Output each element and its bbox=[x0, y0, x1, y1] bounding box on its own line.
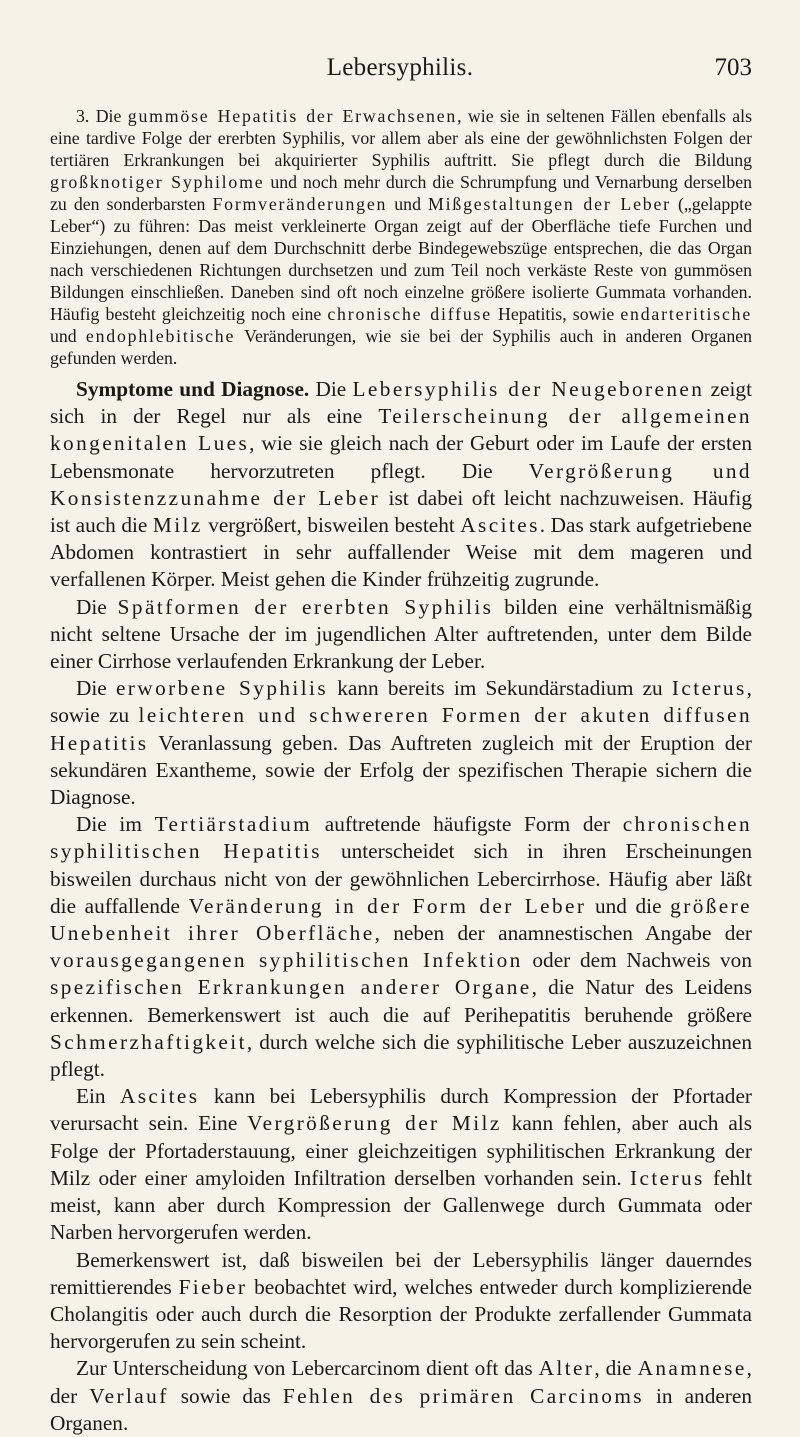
section-heading: Symptome und Diagnose. bbox=[76, 377, 310, 401]
paragraph-differential-diagnosis: Zur Unterscheidung von Lebercarcinom dient oft das Alter, die Anamnese, der Verlauf sowie das Fehlen des primären Carcinoms in anderen Organen. bbox=[50, 1356, 752, 1435]
paragraph-acquired-syphilis: Die erworbene Syphilis kann bereits im Sekundärstadium zu Icterus, sowie zu leichteren und schwereren Formen der akuten diffusen Hepatitis Veranlassung geben. Das Auftreten zugleich mit der Eruption der sekundären Exantheme, sowie der Erfolg der spezifischen Therapie sichern die Diagnose. bbox=[50, 676, 753, 810]
paragraph-tertiary-stage: Die im Tertiärstadium auftretende häufigste Form der chronischen syphilitischen Hepatitis unterscheidet sich in ihren Erscheinungen bisweilen durchaus nicht von der gewöhnlichen Lebercirrhose. Häufig aber läßt die auffallende Veränderung in der Form der Leber und die größere Unebenheit ihrer Oberfläche, neben der anamnestischen Angabe der vorausgegangenen syphilitischen Infektion oder dem Nachweis von spezifischen Erkrankungen anderer Organe, die Natur des Leidens erkennen. Bemerkenswert ist auch die auf Perihepatitis beruhende größere Schmerzhaftigkeit, durch welche sich die syphilitische Leber auszuzeichnen pflegt. bbox=[50, 812, 753, 1082]
paragraph-symptoms-newborn: Symptome und Diagnose. Die Lebersyphilis der Neugeborenen zeigt sich in der Regel nur als eine Teilerscheinung der allgemeinen kongenitalen Lues, wie sie gleich nach der Geburt oder im Laufe der ersten Lebensmonate hervorzutreten pflegt. Die Vergrößerung und Konsistenzzunahme der Leber ist dabei oft leicht nachzuweisen. Häufig ist auch die Milz vergrößert, bisweilen besteht Ascites. Das stark aufgetriebene Abdomen kontrastiert in sehr auffallender Weise mit dem mageren und verfallenen Körper. Meist gehen die Kinder frühzeitig zugrunde. bbox=[50, 377, 753, 592]
page-header bbox=[0, 52, 800, 86]
body-text bbox=[50, 105, 752, 1437]
paragraph-ascites: Ein Ascites kann bei Lebersyphilis durch Kompression der Pfortader verursacht sein. Eine Vergrößerung der Milz kann fehlen, aber auch als Folge der Pfortaderstauung, einer gleichzeitigen syphilitischen Erkrankung der Milz oder einer amyloiden Infiltration derselben vorhanden sein. Icterus fehlt meist, kann aber durch Kompression der Gallenwege durch Gummata oder Narben hervorgerufen werden. bbox=[50, 1084, 753, 1245]
main-print-section bbox=[50, 376, 752, 1437]
paragraph-gummous-hepatitis: 3. Die gummöse Hepatitis der Erwachsenen, wie sie in seltenen Fällen ebenfalls als eine tardive Folge der ererbten Syphilis, vor allem aber als eine der gewöhnlichsten Folgen der tertiären Erkrankungen bei akquirierter Syphilis auftritt. Sie pflegt durch die Bildung großknotiger Syphilome und noch mehr durch die Schrumpfung und Vernarbung derselben zu den sonderbarsten Formveränderungen und Mißgestaltungen der Leber („gelappte Leber“) zu führen: Das meist verkleinerte Organ zeigt auf der Oberfläche tiefe Furchen und Einziehungen, denen auf dem Durchschnitt derbe Bindegewebszüge entsprechen, die das Organ nach verschiedenen Richtungen durchsetzen und zum Teil noch verkäste Reste von gummösen Bildungen einschließen. Daneben sind oft noch einzelne größere isolierte Gummata vorhanden. Häufig besteht gleichzeitig noch eine chronische diffuse Hepatitis, sowie endarteritische und endophlebitische Veränderungen, wie sie bei der Syphilis auch in anderen Organen gefunden werden. bbox=[50, 106, 753, 368]
paragraph-late-forms: Die Spätformen der ererbten Syphilis bilden eine verhältnismäßig nicht seltene Ursache der im jugendlichen Alter auftretenden, unter dem Bilde einer Cirrhose verlaufenden Erkrankung der Leber. bbox=[50, 594, 752, 674]
paragraph-fever: Bemerkenswert ist, daß bisweilen bei der Lebersyphilis länger dauerndes remittierendes Fieber beobachtet wird, welches entweder durch komplizierende Cholangitis oder auch durch die Resorption der Produkte zerfallender Gummata hervorgerufen zu sein scheint. bbox=[50, 1247, 752, 1354]
running-title: Lebersyphilis. bbox=[326, 54, 474, 81]
small-print-section bbox=[50, 105, 752, 369]
page-number: 703 bbox=[714, 54, 752, 81]
